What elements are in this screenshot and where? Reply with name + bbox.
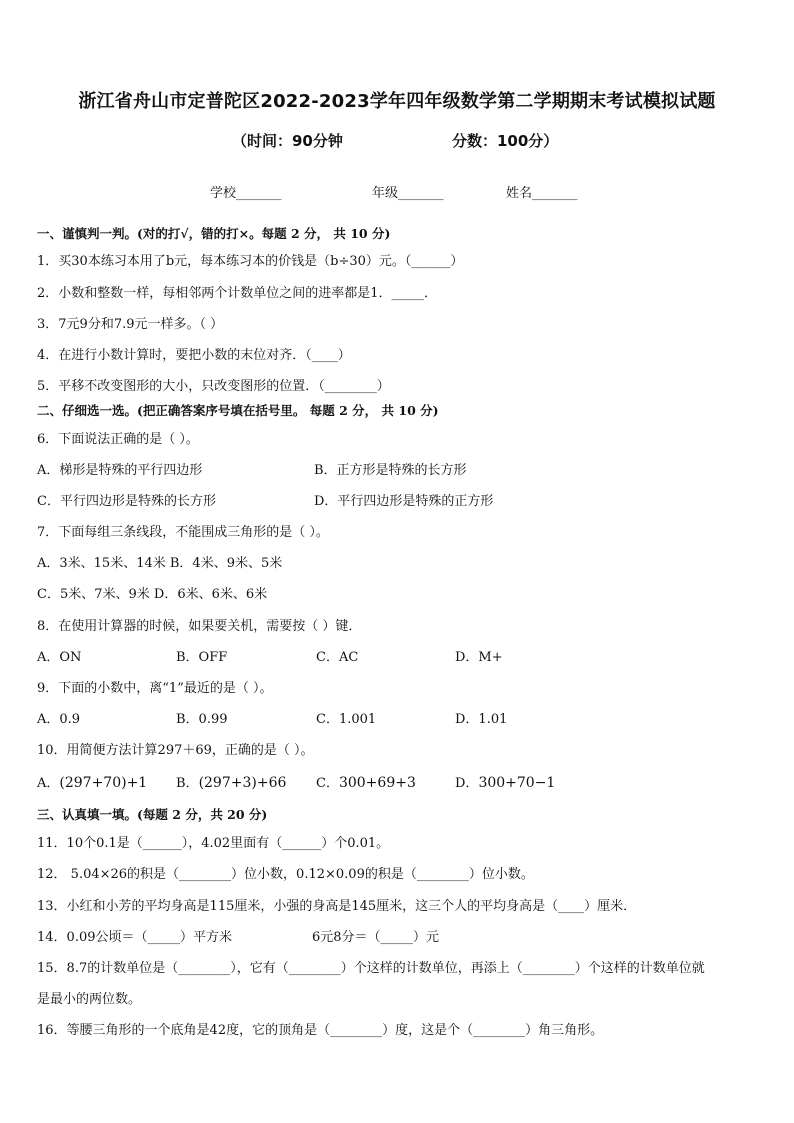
question-10-option-b [176,772,286,791]
math-expression: (297+70)+1 [59,775,148,791]
question-8-option-b: B．OFF [176,650,228,665]
question-6: 6．下面说法正确的是（ ）。 [37,432,199,447]
option-label: C． [316,776,339,791]
question-9-option-a: A．0.9 [37,712,81,727]
section-2-heading: 二、仔细选一选。(把正确答案序号填在括号里。 每题 2 分， 共 10 分) [37,403,439,418]
question-6-option-b: B．正方形是特殊的长方形 [314,463,467,478]
question-10: 10．用简便方法计算297＋69，正确的是（ ）。 [37,743,314,758]
exam-score: 分数：100分） [452,132,559,150]
question-9: 9．下面的小数中，离“1”最近的是（ ）。 [37,681,273,696]
question-10-option-a [37,772,147,791]
math-expression: (297+3)+66 [198,775,287,791]
math-expression: 300+69+3 [338,775,416,791]
question-15-continued: 是最小的两位数。 [37,992,142,1007]
question-7: 7．下面每组三条线段，不能围成三角形的是（ ）。 [37,525,329,540]
question-7-options-ab: A．3米、15米、14米 B．4米、9米、5米 [37,556,283,571]
question-9-option-c: C．1.001 [316,712,377,727]
question-11: 11．10个0.1是（______），4.02里面有（______）个0.01。 [37,836,390,851]
question-9-option-d: D．1.01 [455,712,508,727]
question-8-option-c: C．AC [316,650,359,665]
option-label: A． [37,776,60,791]
exam-time: （时间：90分钟 [232,132,343,150]
school-field[interactable]: 学校_______ [210,186,282,201]
question-2: 2．小数和整数一样，每相邻两个计数单位之间的进率都是1．_____． [37,286,438,301]
question-3: 3．7元9分和7.9元一样多。（ ） [37,317,224,332]
question-4: 4．在进行小数计算时，要把小数的末位对齐．（____） [37,348,351,363]
question-12: 12． 5.04×26的积是（________）位小数，0.12×0.09的积是（________）位小数。 [37,867,534,882]
question-10-option-c [316,772,416,791]
section-3-heading: 三、认真填一填。(每题 2 分，共 20 分) [37,807,268,822]
question-10-option-d [455,772,555,791]
question-14-part-a: 14．0.09公顷＝（_____）平方米 [37,930,232,945]
name-field[interactable]: 姓名_______ [506,186,578,201]
question-8-option-d: D．M+ [455,650,503,665]
question-1: 1．买30本练习本用了b元，每本练习本的价钱是（b÷30）元。（______） [37,254,464,269]
section-1-heading: 一、谨慎判一判。(对的打√，错的打×。每题 2 分， 共 10 分) [37,226,391,241]
question-6-option-c: C．平行四边形是特殊的长方形 [37,494,216,509]
question-7-options-cd: C．5米、7米、9米 D．6米、6米、6米 [37,587,268,602]
question-14-part-b: 6元8分＝（_____）元 [312,930,440,945]
question-15: 15．8.7的计数单位是（________），它有（________）个这样的计数单位，再添上（________）个这样的计数单位就 [37,961,705,976]
question-6-option-a: A．梯形是特殊的平行四边形 [37,463,203,478]
question-16: 16．等腰三角形的一个底角是42度，它的顶角是（________）度，这是个（________）角三角形。 [37,1023,604,1038]
question-6-option-d: D．平行四边形是特殊的正方形 [314,494,494,509]
question-8-option-a: A．ON [37,650,82,665]
question-5: 5．平移不改变图形的大小，只改变图形的位置．（________） [37,379,390,394]
option-label: D． [455,776,479,791]
question-9-option-b: B．0.99 [176,712,228,727]
option-label: B． [176,776,199,791]
question-8: 8．在使用计算器的时候，如果要关机，需要按（ ）键． [37,619,362,634]
grade-field[interactable]: 年级_______ [372,186,444,201]
question-13: 13．小红和小芳的平均身高是115厘米，小强的身高是145厘米，这三个人的平均身高是（____）厘米． [37,899,637,914]
math-expression: 300+70−1 [478,775,556,791]
page-title: 浙江省舟山市定普陀区2022-2023学年四年级数学第二学期期末考试模拟试题 [78,91,716,112]
